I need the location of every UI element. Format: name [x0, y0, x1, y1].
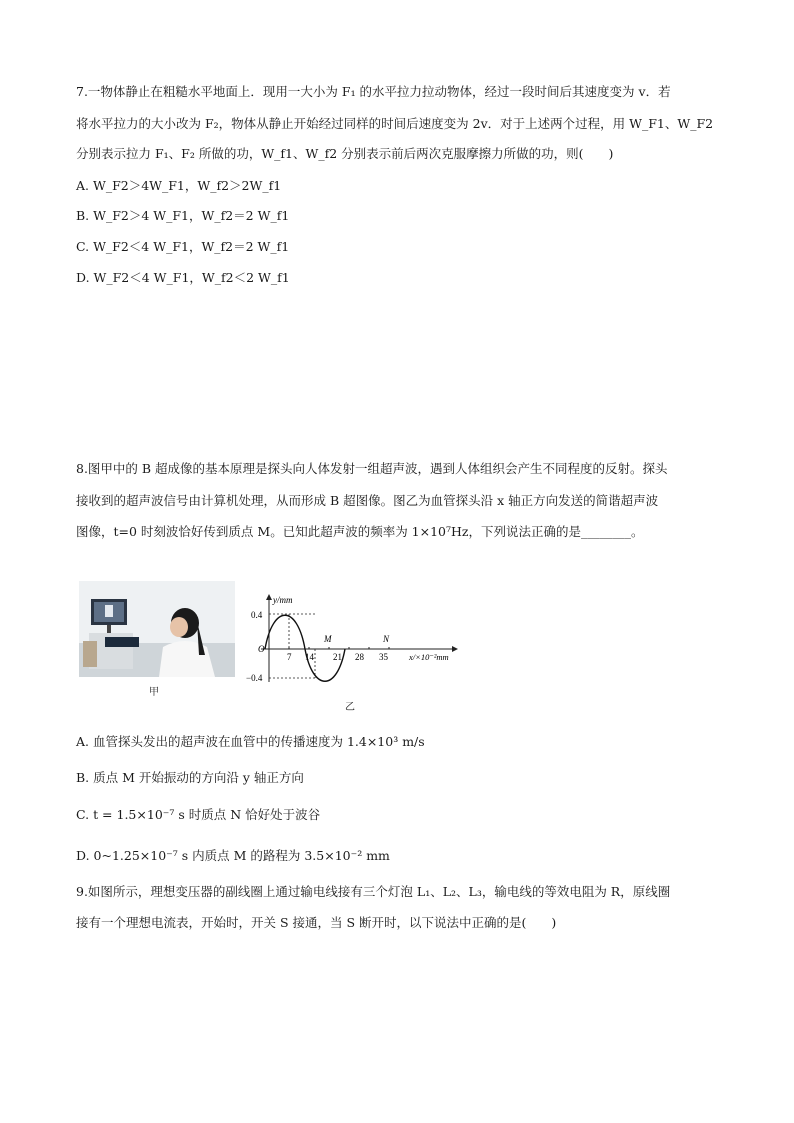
- wave-curve: [265, 615, 345, 681]
- x-axis-label: x/×10⁻²mm: [409, 652, 449, 662]
- q7-stem-line-3: 分别表示拉力 F₁、F₂ 所做的功，W_f1、W_f2 分别表示前后两次克服摩擦力所做的功，则( ): [76, 146, 614, 161]
- y-bottom-label: −0.4: [246, 673, 263, 683]
- q8-option-d: D. 0~1.25×10⁻⁷ s 内质点 M 的路程为 3.5×10⁻² mm: [76, 848, 390, 863]
- wave-graph: [243, 592, 465, 688]
- q7-option-a: A. W_F2＞4W_F1，W_f2＞2W_f1: [76, 178, 282, 193]
- q7-option-c: C. W_F2＜4 W_F1，W_f2＝2 W_f1: [76, 239, 290, 254]
- q7-option-d: D. W_F2＜4 W_F1，W_f2＜2 W_f1: [76, 270, 290, 285]
- caption-yi: 乙: [345, 702, 355, 713]
- tick-14: 14: [305, 652, 314, 662]
- q9-stem-line-1: 9.如图所示，理想变压器的副线圈上通过输电线接有三个灯泡 L₁、L₂、L₃，输电线的等效电阻为 R，原线圈: [76, 884, 671, 899]
- q8-option-a: A. 血管探头发出的超声波在血管中的传播速度为 1.4×10³ m/s: [76, 734, 425, 749]
- origin-label: O: [258, 644, 265, 654]
- caption-jia: 甲: [149, 687, 159, 698]
- q8-stem-line-3: 图像，t=0 时刻波恰好传到质点 M。已知此超声波的频率为 1×10⁷Hz，下列说法正确的是________。: [76, 524, 644, 539]
- tick-28: 28: [355, 652, 364, 662]
- q7-stem-line-2: 将水平拉力的大小改为 F₂，物体从静止开始经过同样的时间后速度变为 2v．对于上述两个过程，用 W_F1、W_F2: [76, 116, 714, 131]
- q7-option-b: B. W_F2＞4 W_F1，W_f2＝2 W_f1: [76, 208, 290, 223]
- y-axis-label: y/mm: [273, 595, 293, 605]
- q8-option-b: B. 质点 M 开始振动的方向沿 y 轴正方向: [76, 770, 304, 785]
- q7-stem-line-1: 7.一物体静止在粗糙水平地面上．现用一大小为 F₁ 的水平拉力拉动物体，经过一段时间后其速度变为 v．若: [76, 84, 671, 99]
- point-n-label: N: [383, 634, 390, 644]
- y-top-label: 0.4: [251, 610, 263, 620]
- q8-option-c: C. t = 1.5×10⁻⁷ s 时质点 N 恰好处于波谷: [76, 807, 321, 822]
- q8-stem-line-1: 8.图甲中的 B 超成像的基本原理是探头向人体发射一组超声波，遇到人体组织会产生不同程度的反射。探头: [76, 461, 668, 476]
- point-m-label: M: [324, 634, 332, 644]
- tick-21: 21: [333, 652, 342, 662]
- ultrasound-photo: [79, 581, 235, 677]
- q9-stem-line-2: 接有一个理想电流表，开始时，开关 S 接通，当 S 断开时，以下说法中正确的是( ): [76, 915, 557, 930]
- tick-35: 35: [379, 652, 388, 662]
- q8-stem-line-2: 接收到的超声波信号由计算机处理，从而形成 B 超图像。图乙为血管探头沿 x 轴正方向发送的简谐超声波: [76, 493, 659, 508]
- tick-7: 7: [287, 652, 292, 662]
